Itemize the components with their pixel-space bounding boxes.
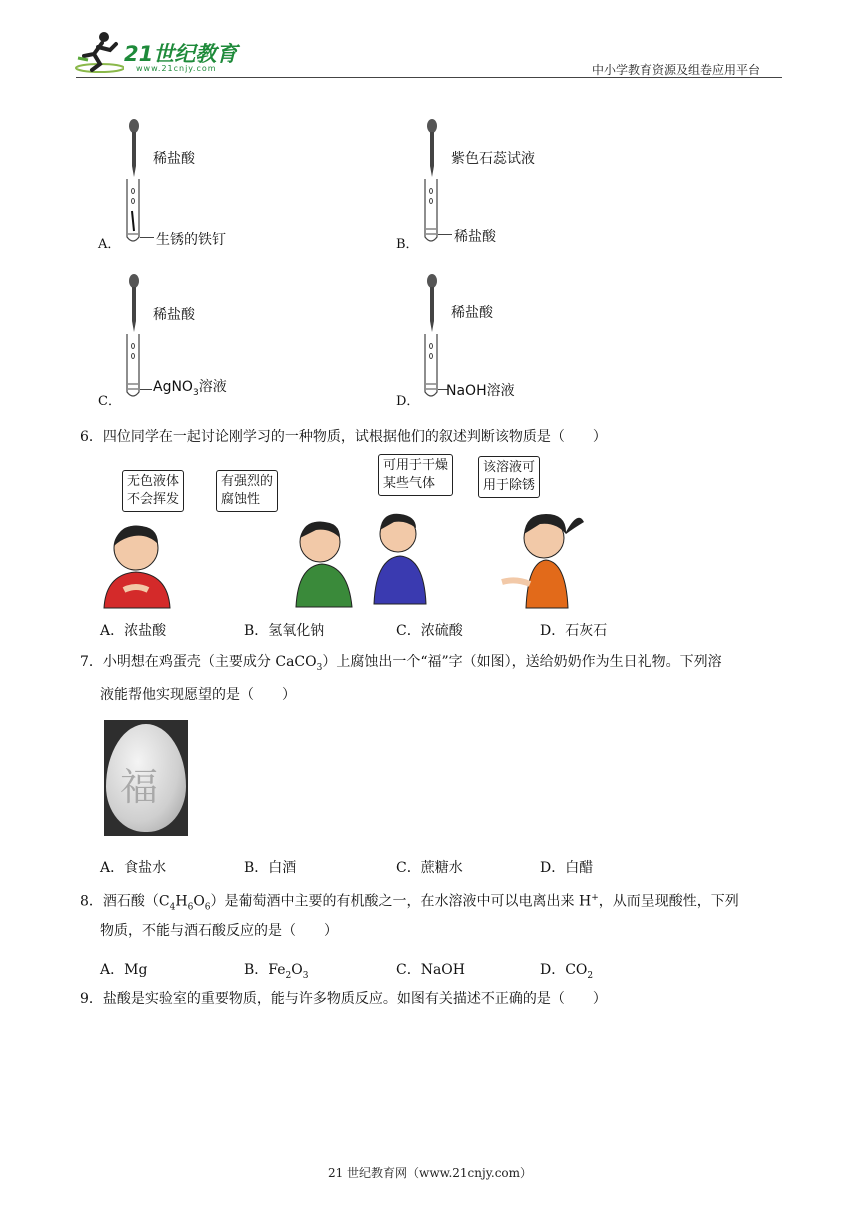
question-7-stem-line1: 7．小明想在鸡蛋壳（主要成分 CaCO$_3$）上腐蚀出一个“福”字（如图），送给奶奶作为生日礼物。下列溶	[80, 654, 722, 673]
dropper-icon	[128, 119, 140, 179]
q6-choice-c[interactable]: C．浓硫酸	[396, 623, 463, 639]
header-divider	[76, 77, 782, 78]
option-letter: D．	[396, 394, 420, 409]
option-letter: C．	[98, 394, 121, 409]
tube-label: 生锈的铁钉	[156, 232, 226, 248]
logo-url: www.21cnjy.com	[136, 64, 217, 73]
q7-choice-d[interactable]: D．白醋	[540, 860, 594, 876]
q6-choice-d[interactable]: D．石灰石	[540, 623, 608, 639]
question-7-stem-line2: 液能帮他实现愿望的是（ ）	[100, 687, 296, 703]
option-letter: A．	[98, 237, 121, 252]
pointer-line	[140, 237, 154, 238]
test-tube-icon	[423, 179, 439, 245]
test-tube-icon	[423, 334, 439, 400]
q6-illustration	[96, 452, 596, 612]
tube-label: NaOH溶液	[446, 383, 515, 399]
pointer-line	[438, 234, 452, 235]
egg-image	[104, 720, 188, 836]
option-letter: B．	[396, 237, 419, 252]
platform-title: 中小学教育资源及组卷应用平台	[592, 63, 761, 77]
speech-bubble-1: 无色液体 不会挥发	[122, 470, 184, 512]
option-c-figure	[98, 272, 358, 412]
q7-choice-a[interactable]: A．食盐水	[100, 860, 167, 876]
runner-logo-icon	[74, 30, 124, 74]
dropper-label: 稀盐酸	[153, 151, 195, 167]
tube-label: AgNO$_3$溶液	[153, 379, 227, 398]
egg-character: 福	[120, 765, 159, 809]
tube-label: 稀盐酸	[454, 229, 496, 245]
option-d-figure	[396, 272, 656, 412]
q6-choice-a[interactable]: A．浓盐酸	[100, 623, 167, 639]
q7-choice-b[interactable]: B．白酒	[244, 860, 297, 876]
dropper-icon	[128, 274, 140, 334]
option-b-figure	[396, 115, 656, 255]
q7-choice-c[interactable]: C．蔗糖水	[396, 860, 463, 876]
student-2-figure	[290, 514, 360, 609]
student-3-figure	[366, 506, 436, 606]
dropper-label: 稀盐酸	[451, 305, 493, 321]
speech-bubble-3: 可用于干燥 某些气体	[378, 454, 453, 496]
question-9-stem: 9．盐酸是实验室的重要物质，能与许多物质反应。如图有关描述不正确的是（ ）	[80, 991, 607, 1007]
student-1-figure	[98, 520, 178, 610]
q8-choice-c[interactable]: C．NaOH	[396, 962, 465, 978]
dropper-icon	[426, 119, 438, 179]
site-logo	[74, 30, 254, 76]
dropper-icon	[426, 274, 438, 334]
speech-bubble-2: 有强烈的 腐蚀性	[216, 470, 278, 512]
dropper-label: 紫色石蕊试液	[451, 151, 535, 167]
q8-choice-d[interactable]: D．$CO_2$	[540, 962, 594, 981]
speech-bubble-4: 该溶液可 用于除锈	[478, 456, 540, 498]
option-a-figure	[98, 115, 358, 255]
student-4-figure	[496, 500, 586, 610]
pointer-line	[140, 389, 152, 390]
logo-text: 21世纪教育	[124, 42, 238, 66]
q8-choice-b[interactable]: B．$Fe_2O_3$	[244, 962, 309, 981]
question-8-stem-line1: 8．酒石酸$(C_4H_6O_6)$是葡萄酒中主要的有机酸之一，在水溶液中可以电离出来 H+，从而呈现酸性，下列	[80, 893, 739, 913]
q8-choice-a[interactable]: A．Mg	[100, 962, 148, 978]
dropper-label: 稀盐酸	[153, 307, 195, 323]
footer-text: 21 世纪教育网（www.21cnjy.com）	[327, 1166, 533, 1180]
test-tube-icon	[125, 334, 141, 400]
question-6-stem: 6．四位同学在一起讨论刚学习的一种物质，试根据他们的叙述判断该物质是（ ）	[80, 429, 607, 445]
test-tube-icon	[125, 179, 141, 245]
question-8-stem-line2: 物质，不能与酒石酸反应的是（ ）	[100, 923, 338, 939]
q6-choice-b[interactable]: B．氢氧化钠	[244, 623, 325, 639]
